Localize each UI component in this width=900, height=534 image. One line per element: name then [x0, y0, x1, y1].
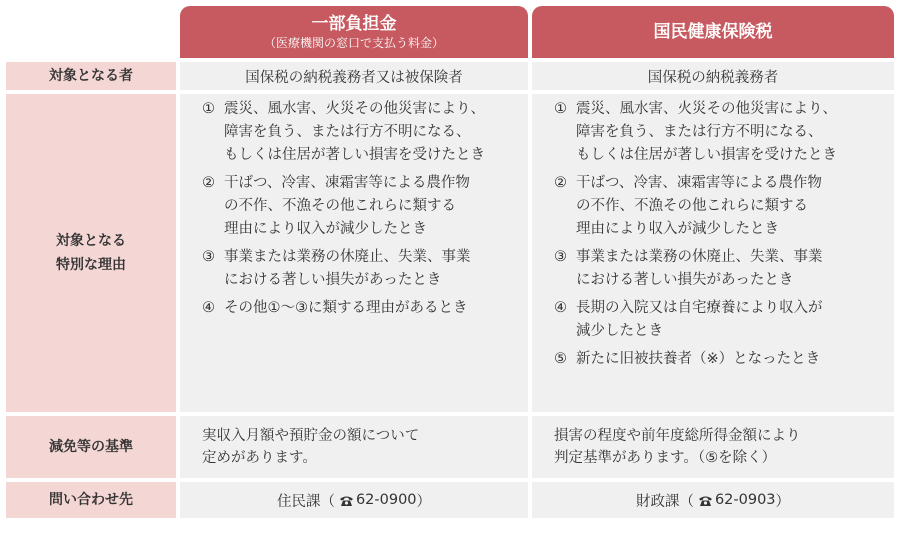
row-label-contact: 問い合わせ先 [6, 482, 176, 518]
contact-department: 財政課 [635, 493, 680, 510]
reason-number: ① [554, 101, 567, 117]
row-target [6, 62, 894, 90]
row-label-criteria: 減免等の基準 [6, 416, 176, 478]
reason-item [554, 348, 882, 371]
cell-target-copayment: 国保税の納税義務者又は被保険者 [180, 62, 528, 90]
reason-item [202, 172, 516, 241]
phone-icon [339, 495, 354, 507]
cell-reasons-insurance-tax [532, 94, 894, 412]
reason-number: ④ [554, 300, 567, 316]
column-title-copayment: 一部負担金 [311, 13, 397, 34]
reason-item [554, 172, 882, 241]
contact-close-paren: ） [416, 493, 432, 510]
column-title-insurance-tax: 国民健康保険税 [653, 22, 773, 42]
reason-text: 干ばつ、冷害、凍霜害等による農作物 の不作、不漁その他これらに類する 理由により収入が減少したとき [576, 175, 822, 237]
reason-number: ① [202, 101, 215, 117]
cell-target-insurance-tax: 国保税の納税義務者 [532, 62, 894, 90]
column-header-insurance-tax [532, 6, 894, 58]
reason-item [202, 98, 516, 167]
reason-item [554, 297, 882, 343]
header-row [6, 6, 894, 58]
cell-contact-insurance-tax [532, 482, 894, 518]
phone-icon [698, 495, 713, 507]
contact-department: 住民課 [276, 493, 321, 510]
reason-text: 震災、風水害、火災その他災害により、 障害を負う、または行方不明になる、 もしくは住居が著しい損害を受けたとき [224, 101, 485, 163]
reason-number: ③ [554, 249, 567, 265]
row-criteria [6, 416, 894, 478]
row-reasons [6, 94, 894, 412]
column-header-copayment [180, 6, 528, 58]
reason-number: ⑤ [554, 351, 567, 367]
cell-contact-copayment [180, 482, 528, 518]
cell-reasons-copayment [180, 94, 528, 412]
reason-text: 事業または業務の休廃止、失業、事業 における著しい損失があったとき [576, 249, 823, 288]
reason-item [202, 246, 516, 292]
reason-number: ② [202, 175, 215, 191]
column-subtitle-copayment: （医療機関の窓口で支払う料金） [263, 35, 444, 50]
contact-phone: 62-0903 [714, 492, 776, 508]
cell-criteria-copayment: 実収入月額や預貯金の額について 定めがあります。 [180, 416, 528, 478]
contact-open-paren: （ [320, 493, 335, 510]
reason-number: ④ [202, 300, 215, 316]
comparison-table [6, 6, 894, 518]
reason-text: その他①～③に類する理由があるとき [224, 300, 468, 316]
row-label-reasons: 対象となる 特別な理由 [6, 94, 176, 412]
reason-item [554, 98, 882, 167]
reason-text: 震災、風水害、火災その他災害により、 障害を負う、または行方不明になる、 もしくは住居が著しい損害を受けたとき [576, 101, 837, 163]
reason-text: 干ばつ、冷害、凍霜害等による農作物 の不作、不漁その他これらに類する 理由により収入が減少したとき [224, 175, 470, 237]
reason-text: 長期の入院又は自宅療養により収入が 減少したとき [576, 300, 823, 339]
contact-phone: 62-0900 [355, 492, 417, 508]
reason-item [554, 246, 882, 292]
header-spacer [6, 6, 176, 58]
contact-close-paren: ） [775, 493, 791, 510]
reason-text: 新たに旧被扶養者（※）となったとき [576, 351, 821, 367]
row-label-target: 対象となる者 [6, 62, 176, 90]
reason-text: 事業または業務の休廃止、失業、事業 における著しい損失があったとき [224, 249, 471, 288]
reason-number: ③ [202, 249, 215, 265]
row-contact [6, 482, 894, 518]
reason-item [202, 297, 516, 320]
cell-criteria-insurance-tax: 損害の程度や前年度総所得金額により 判定基準があります。（⑤を除く） [532, 416, 894, 478]
contact-open-paren: （ [679, 493, 694, 510]
reason-number: ② [554, 175, 567, 191]
